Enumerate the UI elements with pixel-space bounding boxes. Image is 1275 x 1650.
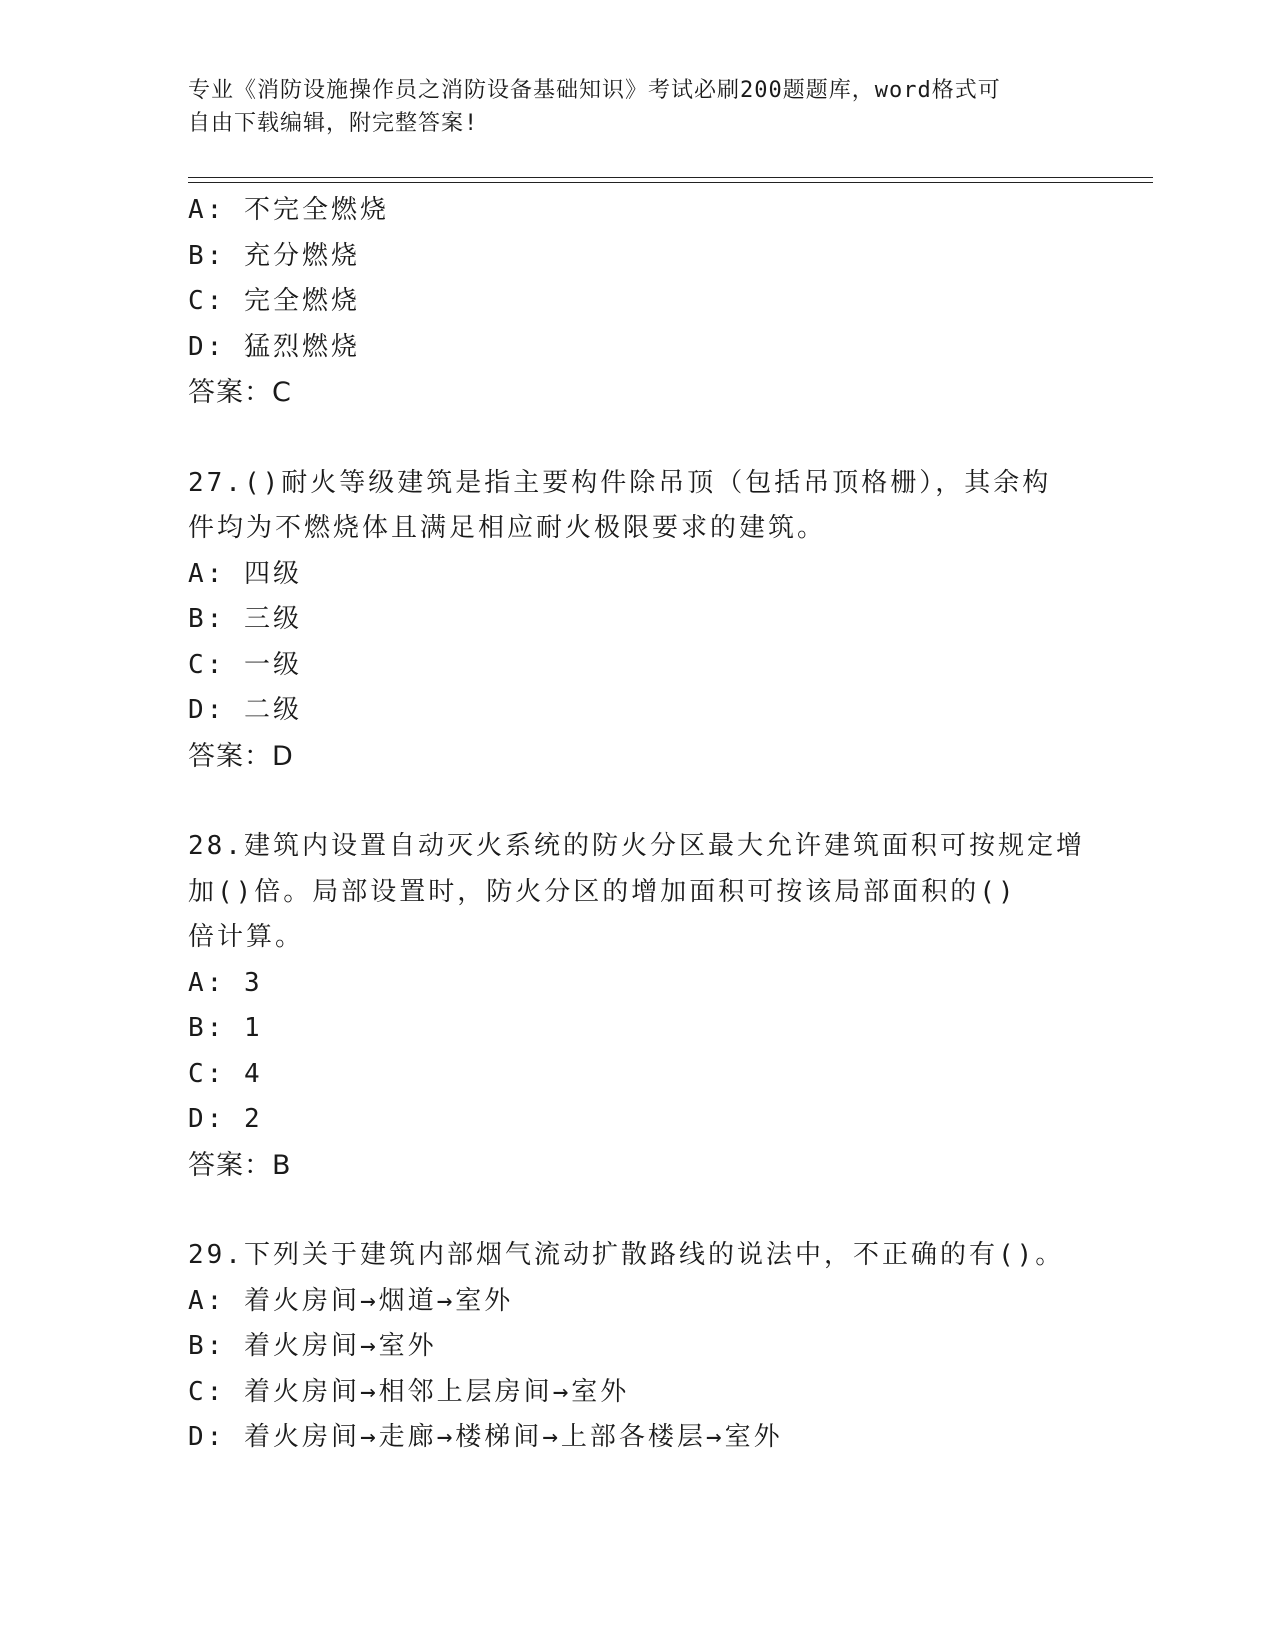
option-a: A: 3: [188, 967, 263, 998]
option-d: D: 着火房间→走廊→楼梯间→上部各楼层→室外: [188, 1422, 783, 1452]
page-header: [188, 74, 1088, 140]
option-d: D: 二级: [188, 695, 302, 725]
question-list: [188, 188, 1088, 1461]
option-a: A: 四级: [188, 558, 302, 589]
option-c: C: 4: [188, 1058, 263, 1089]
question-28: [188, 824, 1088, 1188]
option-d: D: 2: [188, 1104, 263, 1134]
answer-line: 答案：C: [188, 377, 292, 408]
question-stem-line: 27.()耐火等级建筑是指主要构件除吊顶（包括吊顶格栅），其余构: [188, 467, 1052, 498]
question-27: [188, 461, 1088, 780]
question-29: [188, 1233, 1088, 1461]
option-b: B: 着火房间→室外: [188, 1331, 437, 1361]
option-b: B: 三级: [188, 604, 302, 634]
option-d: D: 猛烈燃烧: [188, 331, 360, 362]
header-divider-bottom: [188, 182, 1153, 183]
option-c: C: 一级: [188, 649, 302, 680]
option-b: B: 1: [188, 1013, 263, 1043]
option-a: A: 着火房间→烟道→室外: [188, 1285, 514, 1316]
option-b: B: 充分燃烧: [188, 240, 360, 271]
answer-line: 答案：D: [188, 740, 294, 772]
answer-line: 答案：B: [188, 1149, 292, 1181]
question-stem-line: 28.建筑内设置自动灭火系统的防火分区最大允许建筑面积可按规定增: [188, 831, 1085, 861]
header-line-2: 自由下载编辑，附完整答案!: [188, 111, 479, 136]
option-c: C: 完全燃烧: [188, 286, 360, 316]
question-stem-line: 件均为不燃烧体且满足相应耐火极限要求的建筑。: [188, 513, 827, 543]
option-c: C: 着火房间→相邻上层房间→室外: [188, 1376, 630, 1407]
question-26-continued: [188, 188, 1088, 416]
question-stem-line: 倍计算。: [188, 922, 305, 952]
option-a: A: 不完全燃烧: [188, 195, 389, 225]
question-stem-line: 29.下列关于建筑内部烟气流动扩散路线的说法中，不正确的有()。: [188, 1240, 1065, 1270]
question-stem-line: 加()倍。局部设置时，防火分区的增加面积可按该局部面积的(): [188, 876, 1017, 907]
header-divider-top: [188, 177, 1153, 178]
header-line-1: 专业《消防设施操作员之消防设备基础知识》考试必刷200题题库，word格式可: [188, 78, 1001, 103]
